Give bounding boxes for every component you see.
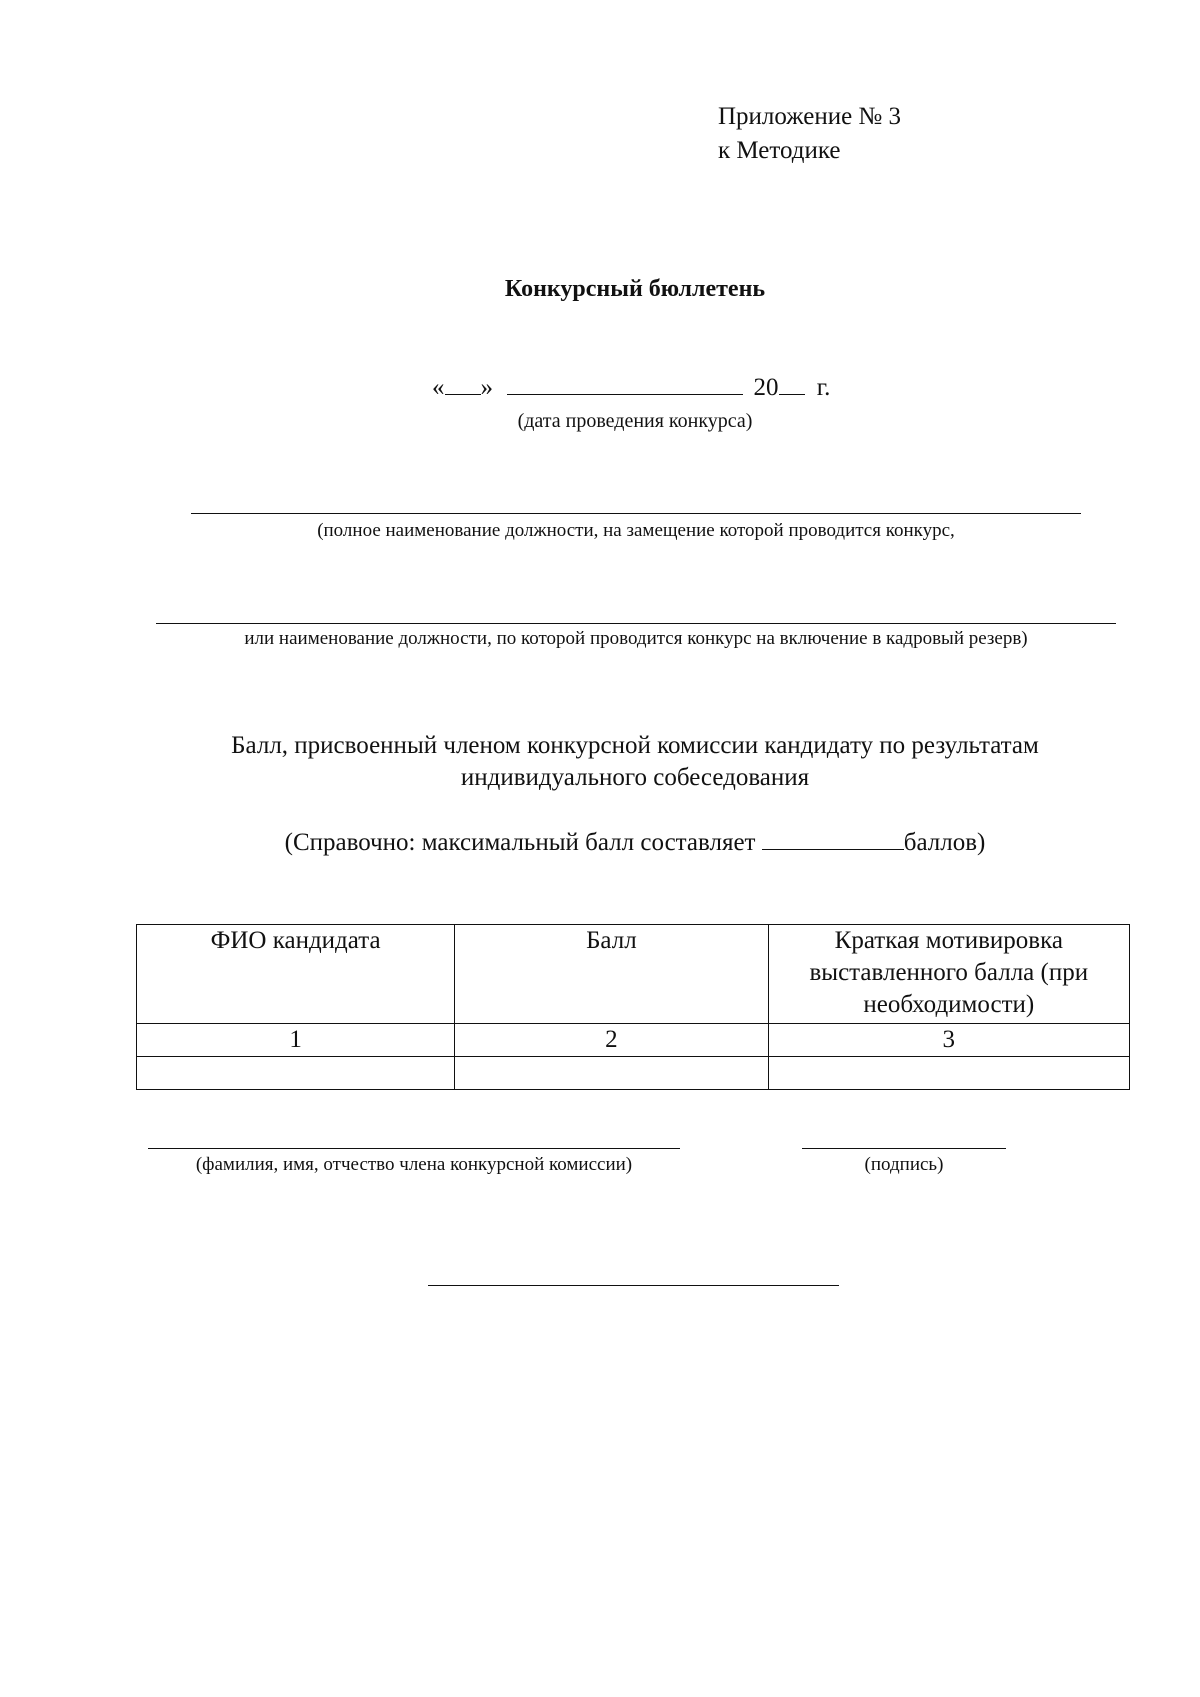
month-blank [507, 374, 743, 395]
score-description-line1: Балл, присвоенный членом конкурсной комиссии кандидату по результатам [231, 732, 1039, 759]
score-description [0, 730, 1200, 794]
date-line [432, 374, 830, 402]
table-row [137, 1057, 1130, 1090]
annex-methodology: к Методике [718, 137, 841, 164]
signature-caption: (подпись) [864, 1154, 944, 1175]
position-caption-1: (полное наименование должности, на замещение которой проводится конкурс, [317, 520, 955, 541]
max-score-reference [0, 827, 1200, 859]
header-motivation: Краткая мотивировка выставленного балла (при необходимости) [768, 925, 1129, 1024]
date-close-quote: » [480, 374, 493, 401]
candidate-name-cell[interactable] [137, 1057, 455, 1090]
position-caption-2: или наименование должности, по которой проводится конкурс на включение в кадровый резерв) [244, 628, 1028, 649]
member-name-line [148, 1148, 680, 1149]
column-number-2: 2 [455, 1024, 768, 1057]
date-caption: (дата проведения конкурса) [517, 410, 753, 432]
max-score-blank [762, 829, 904, 850]
column-number-1: 1 [137, 1024, 455, 1057]
header-candidate-name: ФИО кандидата [137, 925, 455, 1024]
day-blank [445, 374, 481, 395]
year-blank [779, 374, 805, 395]
bottom-line [428, 1285, 839, 1286]
member-name-caption: (фамилия, имя, отчество члена конкурсной комиссии) [195, 1154, 633, 1175]
header-score: Балл [455, 925, 768, 1024]
max-score-suffix: баллов) [903, 829, 986, 856]
motivation-cell[interactable] [768, 1057, 1129, 1090]
column-number-3: 3 [768, 1024, 1129, 1057]
position-line-1 [191, 513, 1081, 514]
signature-line [802, 1148, 1006, 1149]
annex-number: Приложение № 3 [718, 103, 902, 130]
table-number-row [137, 1024, 1130, 1057]
score-cell[interactable] [455, 1057, 768, 1090]
document-title: Конкурсный бюллетень [504, 276, 766, 302]
annex-reference [718, 100, 901, 168]
table-header-row [137, 925, 1130, 1024]
position-line-2 [156, 623, 1116, 624]
year-prefix: 20 [753, 374, 779, 401]
score-description-line2: индивидуального собеседования [460, 764, 810, 791]
year-suffix: г. [816, 374, 831, 401]
date-open-quote: « [432, 374, 445, 401]
score-table [136, 924, 1130, 1090]
max-score-prefix: (Справочно: максимальный балл составляет [284, 829, 756, 856]
